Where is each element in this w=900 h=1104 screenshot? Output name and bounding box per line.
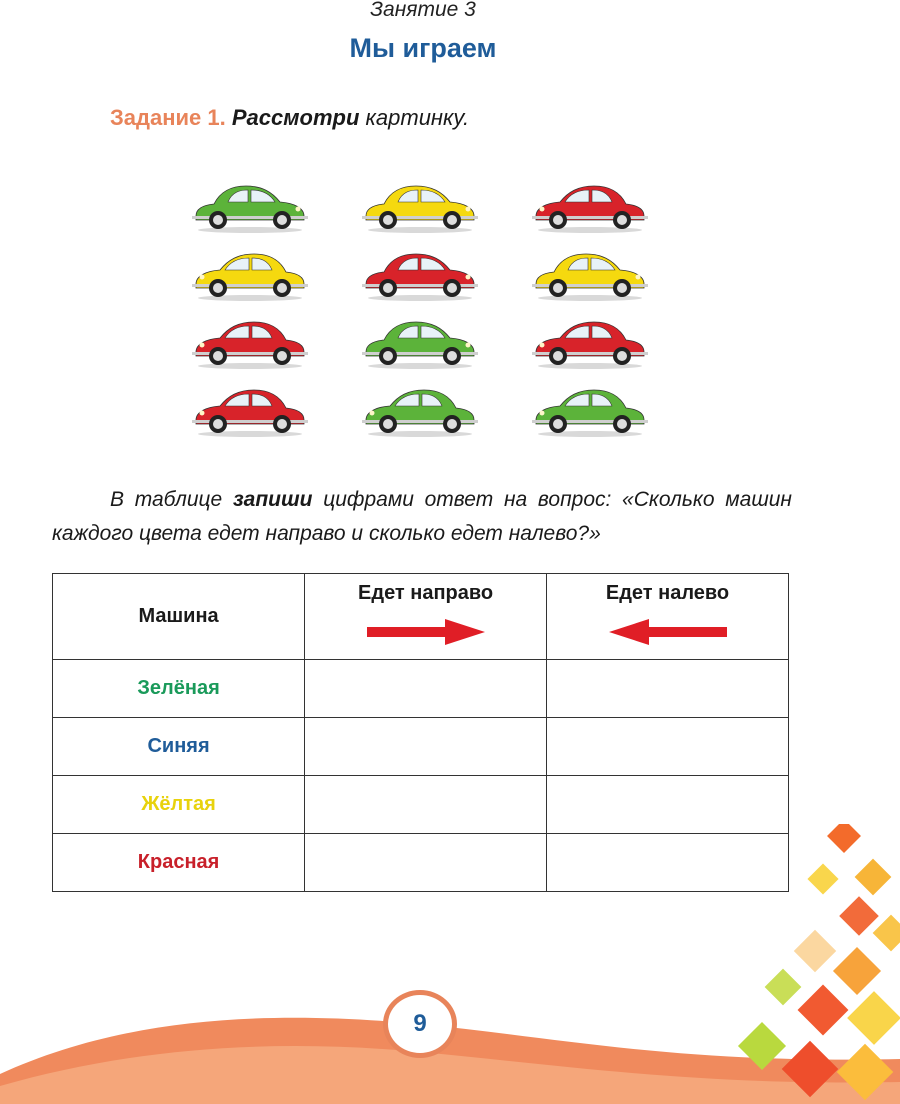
table-header-row	[53, 574, 789, 660]
car-icon	[530, 382, 650, 438]
task-text: картинку.	[359, 105, 470, 130]
answer-cell-left[interactable]	[547, 718, 789, 776]
table-row	[53, 718, 789, 776]
page-number: 9	[383, 990, 457, 1058]
row-label-red: Красная	[53, 834, 305, 892]
question-text: В таблице запиши цифрами ответ на вопрос: «Сколько машин каждого цвета едет направо и сколько едет налево?»	[52, 488, 792, 545]
header-right	[305, 574, 547, 660]
footer-decoration	[0, 824, 900, 1104]
car-icon	[360, 382, 480, 438]
table-row	[53, 660, 789, 718]
header-car: Машина	[53, 574, 305, 660]
car-icon	[190, 382, 310, 438]
car-icon	[360, 246, 480, 302]
header-left	[547, 574, 789, 660]
cars-picture	[180, 172, 660, 442]
row-label-blue: Синяя	[53, 718, 305, 776]
lesson-label: Занятие 3	[370, 0, 476, 21]
task-heading	[110, 105, 469, 131]
answer-cell-right[interactable]	[305, 718, 547, 776]
car-icon	[530, 178, 650, 234]
task-verb: Рассмотри	[231, 105, 360, 130]
car-icon	[530, 246, 650, 302]
header-left-label: Едет налево	[605, 582, 730, 604]
car-icon	[360, 314, 480, 370]
arrow-right-icon	[367, 619, 485, 645]
header-right-label: Едет направо	[358, 582, 494, 604]
answer-cell-left[interactable]	[547, 660, 789, 718]
task-number: Задание 1.	[110, 105, 226, 130]
row-label-yellow: Жёлтая	[53, 776, 305, 834]
car-icon	[360, 178, 480, 234]
arrow-left-icon	[609, 619, 727, 645]
car-icon	[530, 314, 650, 370]
question-bold: запиши	[232, 488, 313, 511]
car-icon	[190, 314, 310, 370]
answer-cell-right[interactable]	[305, 660, 547, 718]
car-icon	[190, 178, 310, 234]
page-title: Мы играем	[349, 33, 497, 63]
row-label-green: Зелёная	[53, 660, 305, 718]
car-icon	[190, 246, 310, 302]
